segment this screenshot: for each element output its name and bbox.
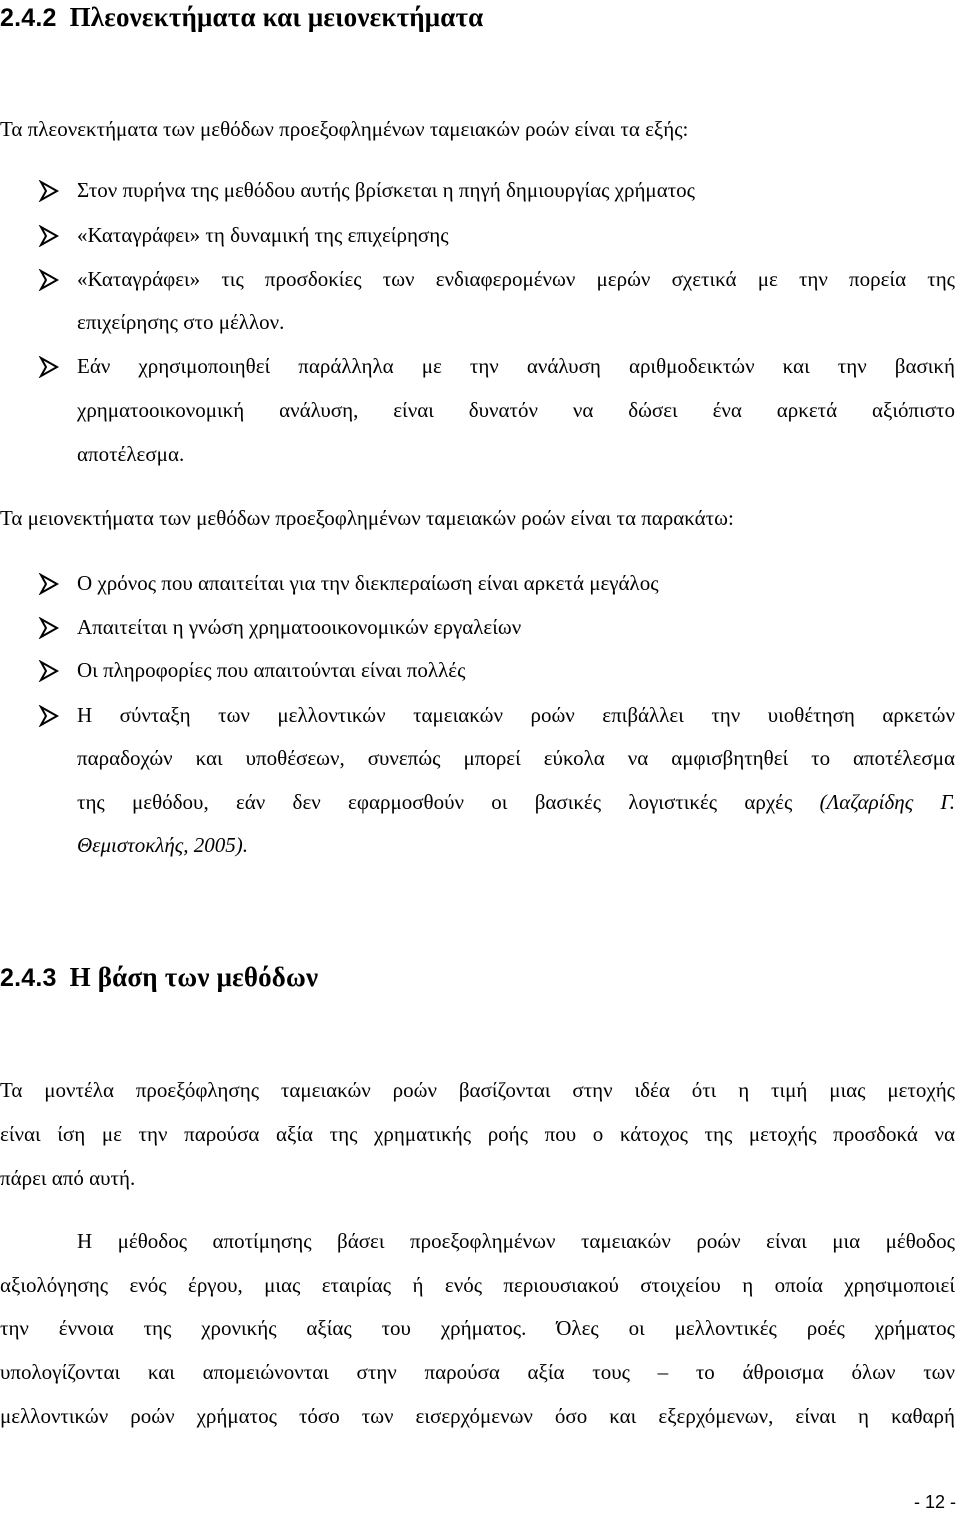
advantages-intro: Τα πλεονεκτήματα των μεθόδων προεξοφλημένων ταμειακών ροών είναι τα εξής:: [0, 117, 689, 141]
arrowhead-bullet-icon: [38, 660, 60, 682]
list-item-continuation: αποτέλεσμα.: [77, 442, 185, 466]
list-item: Η σύνταξη των μελλοντικών ταμειακών ροών επιβάλλει την υιοθέτηση αρκετών: [77, 703, 955, 727]
section-number: 2.4.2: [0, 4, 57, 32]
arrowhead-bullet-icon: [38, 356, 60, 378]
section-heading-2-4-3: [0, 962, 318, 993]
disadvantages-intro: Τα μειονεκτήματα των μεθόδων προεξοφλημένων ταμειακών ροών είναι τα παρακάτω:: [0, 506, 734, 530]
list-item: Εάν χρησιμοποιηθεί παράλληλα με την ανάλυση αριθμοδεικτών και την βασική: [77, 354, 955, 378]
paragraph-line: Τα μοντέλα προεξόφλησης ταμειακών ροών βασίζονται στην ιδέα ότι η τιμή μιας μετοχής: [0, 1078, 955, 1102]
paragraph-line: την έννοια της χρονικής αξίας του χρήματος. Όλες οι μελλοντικές ροές χρήματος: [0, 1316, 955, 1340]
section-title: Η βάση των μεθόδων: [69, 962, 319, 992]
paragraph-line: Η μέθοδος αποτίμησης βάσει προεξοφλημένων ταμειακών ροών είναι μια μέθοδος: [77, 1229, 955, 1253]
citation: (Λαζαρίδης Γ.: [819, 790, 956, 814]
page-number: - 12 -: [913, 1492, 956, 1512]
paragraph-line: είναι ίση με την παρούσα αξία της χρηματικής ροής που ο κάτοχος της μετοχής προσδοκά να: [0, 1122, 955, 1146]
list-item: Οι πληροφορίες που απαιτούνται είναι πολλές: [77, 658, 466, 682]
list-item-continuation: [77, 790, 955, 815]
section-number: 2.4.3: [0, 964, 57, 992]
list-item-text: της μεθόδου, εάν δεν εφαρμοσθούν οι βασικές λογιστικές αρχές: [77, 790, 793, 814]
list-item: «Καταγράφει» τις προσδοκίες των ενδιαφερομένων μερών σχετικά με την πορεία της: [77, 267, 955, 291]
paragraph-line: υπολογίζονται και απομειώνονται στην παρούσα αξία τους – το άθροισμα όλων των: [0, 1360, 955, 1384]
paragraph-line: πάρει από αυτή.: [0, 1166, 136, 1190]
arrowhead-bullet-icon: [38, 180, 60, 202]
arrowhead-bullet-icon: [38, 573, 60, 595]
list-item: Απαιτείται η γνώση χρηματοοικονομικών εργαλείων: [77, 615, 522, 639]
list-item: Στον πυρήνα της μεθόδου αυτής βρίσκεται η πηγή δημιουργίας χρήματος: [77, 178, 695, 202]
arrowhead-bullet-icon: [38, 617, 60, 639]
paragraph-line: μελλοντικών ροών χρήματος τόσο των εισερχόμενων όσο και εξερχόμενων, είναι η καθαρή: [0, 1404, 955, 1428]
list-item-continuation: χρηματοοικονομική ανάλυση, είναι δυνατόν να δώσει ένα αρκετά αξιόπιστο: [77, 398, 955, 422]
arrowhead-bullet-icon: [38, 705, 60, 727]
list-item: «Καταγράφει» τη δυναμική της επιχείρησης: [77, 223, 449, 247]
section-heading-2-4-2: [0, 2, 483, 33]
arrowhead-bullet-icon: [38, 269, 60, 291]
section-title: Πλεονεκτήματα και μειονεκτήματα: [69, 2, 484, 32]
paragraph-line: αξιολόγησης ενός έργου, μιας εταιρίας ή ενός περιουσιακού στοιχείου η οποία χρησιμοποιεί: [0, 1273, 955, 1297]
list-item-continuation: επιχείρησης στο μέλλον.: [77, 310, 285, 334]
list-item-continuation: παραδοχών και υποθέσεων, συνεπώς μπορεί εύκολα να αμφισβητηθεί το αποτέλεσμα: [77, 746, 955, 770]
citation: Θεμιστοκλής, 2005).: [77, 833, 249, 857]
arrowhead-bullet-icon: [38, 225, 60, 247]
list-item: Ο χρόνος που απαιτείται για την διεκπεραίωση είναι αρκετά μεγάλος: [77, 571, 659, 595]
